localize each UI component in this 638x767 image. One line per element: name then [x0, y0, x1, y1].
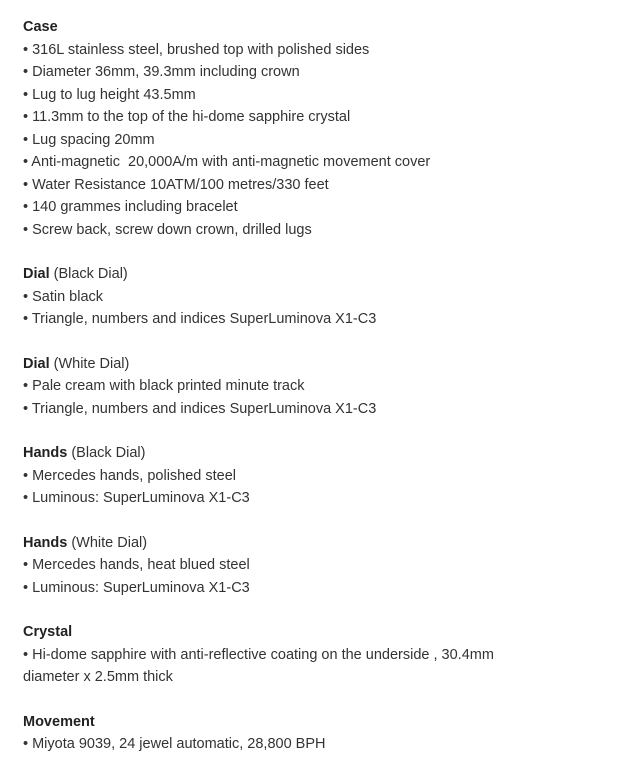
section-title: Hands: [23, 445, 68, 461]
section-qualifier: (Black Dial): [67, 445, 146, 461]
spec-item: • Mercedes hands, heat blued steel: [23, 557, 250, 573]
section-title: Case: [23, 19, 58, 35]
spec-item: • Hi-dome sapphire with anti-reflective coating on the underside , 30.4mm diameter x 2.5mm thick: [23, 646, 494, 685]
section-hands-white: [23, 532, 628, 600]
section-heading: [23, 263, 628, 286]
section-heading: [23, 16, 628, 39]
spec-item: • 11.3mm to the top of the hi-dome sapphire crystal: [23, 109, 351, 125]
section-dial-white: [23, 353, 628, 421]
spec-item: • Luminous: SuperLuminova X1-C3: [23, 579, 250, 596]
section-title: Dial: [23, 266, 50, 282]
section-crystal: [23, 621, 628, 689]
spec-item: • Water Resistance 10ATM/100 metres/330 feet: [23, 176, 329, 193]
spec-item: • Lug to lug height 43.5mm: [23, 86, 196, 103]
spec-item: • Diameter 36mm, 39.3mm including crown: [23, 64, 300, 80]
section-heading: [23, 711, 628, 734]
spec-item: • Triangle, numbers and indices SuperLuminova X1-C3: [23, 400, 377, 417]
section-qualifier: (Black Dial): [49, 266, 128, 282]
section-heading: [23, 353, 628, 376]
section-qualifier: (White Dial): [49, 355, 130, 372]
section-heading: [23, 621, 628, 644]
spec-item: • Screw back, screw down crown, drilled lugs: [23, 221, 312, 238]
spec-item: • 316L stainless steel, brushed top with polished sides: [23, 41, 370, 58]
section-heading: [23, 532, 628, 555]
section-dial-black: [23, 263, 628, 331]
section-title: Dial: [23, 355, 50, 372]
spec-item: • Triangle, numbers and indices SuperLuminova X1-C3: [23, 311, 377, 327]
section-title: Hands: [23, 534, 68, 551]
section-movement: [23, 711, 628, 756]
spec-item: • Anti-magnetic 20,000A/m with anti-magnetic movement cover: [23, 154, 431, 170]
section-title: Movement: [23, 713, 95, 730]
section-case: [23, 16, 628, 241]
section-qualifier: (White Dial): [67, 534, 148, 551]
section-heading: [23, 442, 628, 465]
spec-item: • 140 grammes including bracelet: [23, 199, 238, 215]
section-title: Crystal: [23, 624, 73, 640]
spec-item: • Lug spacing 20mm: [23, 131, 155, 148]
spec-item: • Luminous: SuperLuminova X1-C3: [23, 490, 250, 506]
spec-item: • Pale cream with black printed minute track: [23, 378, 305, 394]
spec-item: • Satin black: [23, 288, 104, 305]
spec-item: • Miyota 9039, 24 jewel automatic, 28,800 BPH: [23, 736, 326, 752]
spec-item: • Mercedes hands, polished steel: [23, 467, 237, 484]
section-hands-black: [23, 442, 628, 510]
